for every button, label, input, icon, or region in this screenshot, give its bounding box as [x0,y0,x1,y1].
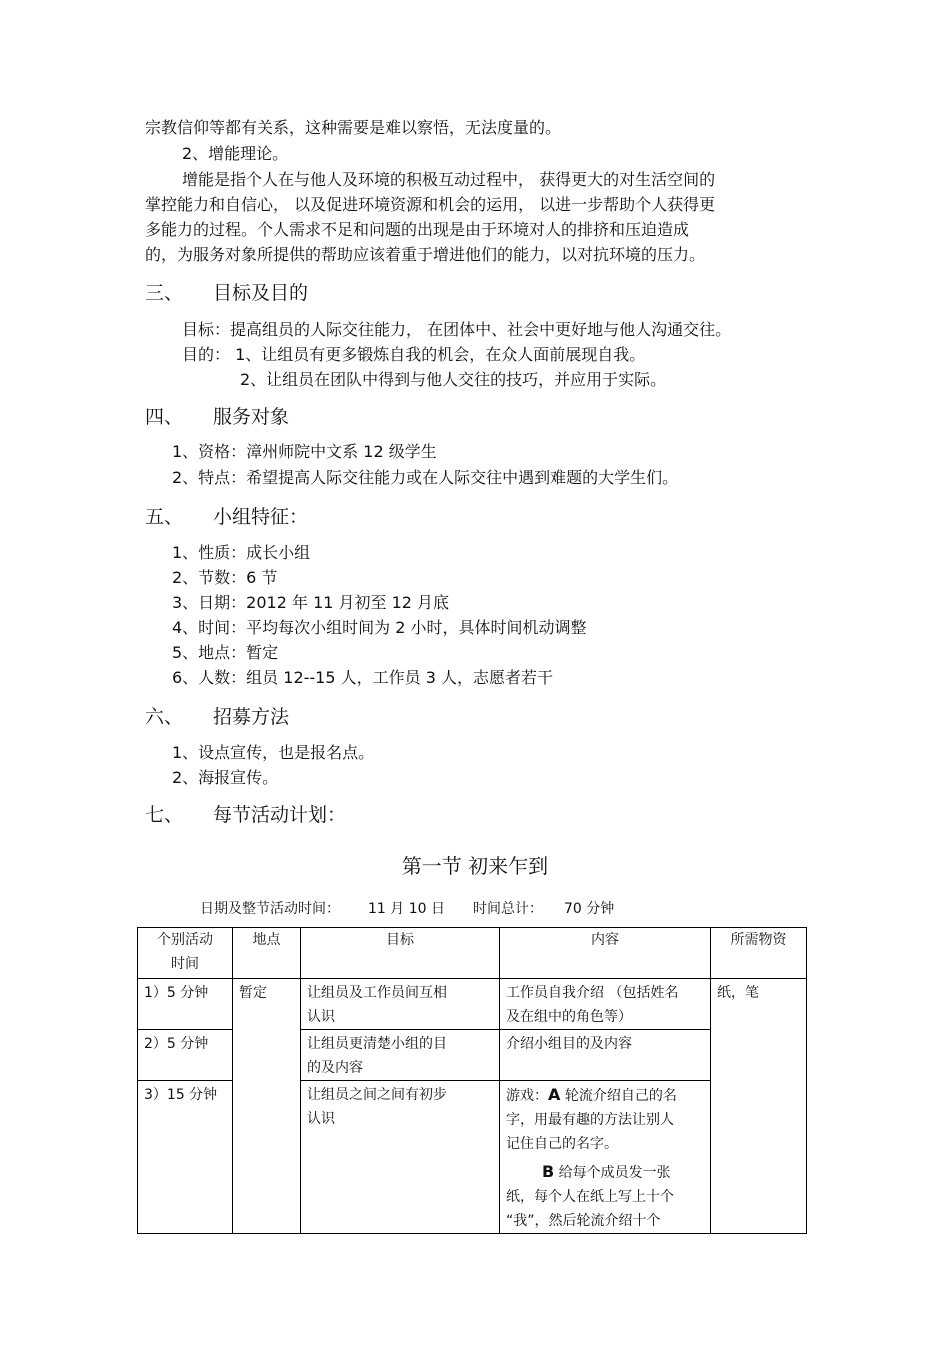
game-prefix: 游戏： [506,1088,548,1104]
content-line [506,1160,704,1185]
section-title: 服务对象 [213,406,290,428]
cell-time: 3）15 分钟 [138,1081,233,1234]
header-materials: 所需物资 [711,928,807,979]
header-time-line-2: 时间 [171,956,199,972]
goal-line: 让组员更清楚小组的目 [307,1036,447,1052]
content-line [506,1083,704,1108]
intro-line-1: 宗教信仰等都有关系，这种需要是难以察悟，无法度量的。 [145,118,562,137]
recruit-item: 2、海报宣传。 [172,768,279,787]
intro-para-line-3: 多能力的过程。个人需求不足和问题的出现是由于环境对人的排挤和压迫造成 [145,220,690,239]
activity-plan-table [137,927,807,1234]
cell-content [500,979,711,1030]
table-row [138,979,807,1030]
goal-line: 的及内容 [307,1060,363,1076]
intro-para-line-4: 的，为服务对象所提供的帮助应该着重于增进他们的能力，以对抗环境的压力。 [145,245,706,264]
section-number: 四、 [145,406,184,428]
game-b-text: 给每个成员发一张 [554,1165,671,1181]
game-letter-b: B [542,1162,555,1181]
feature-item: 2、节数：6 节 [172,568,278,587]
feature-item: 5、地点：暂定 [172,643,279,662]
content-line: 记住自己的名字。 [506,1136,618,1152]
cell-content [500,1081,711,1234]
feature-item: 4、时间：平均每次小组时间为 2 小时，具体时间机动调整 [172,618,587,637]
session-total-value: 70 分钟 [564,901,615,917]
goal-line: 让组员之间之间有初步 [307,1087,447,1103]
feature-item: 1、性质：成长小组 [172,543,311,562]
section-title: 每节活动计划： [213,804,347,826]
header-place: 地点 [233,928,301,979]
cell-place: 暂定 [233,979,301,1234]
section-number: 三、 [145,282,184,304]
section-title: 目标及目的 [213,282,309,304]
game-letter-a: A [548,1085,561,1104]
subsection-title-empowerment: 2、增能理论。 [182,144,289,163]
purpose-line-1: 目的： 1、让组员有更多锻炼自我的机会，在众人面前展现自我。 [182,345,646,364]
cell-materials: 纸，笔 [711,979,807,1234]
table-header-row [138,928,807,979]
intro-para-line-2: 掌控能力和自信心， 以及促进环境资源和机会的运用， 以进一步帮助个人获得更 [145,195,716,214]
cell-time: 2）5 分钟 [138,1030,233,1081]
content-line: 及在组中的角色等） [506,1009,632,1025]
session-date-value: 11 月 10 日 [368,901,445,917]
cell-content [500,1030,711,1081]
purpose-line-2: 2、让组员在团队中得到与他人交往的技巧，并应用于实际。 [240,370,667,389]
game-a-text: 轮流介绍自己的名 [560,1088,677,1104]
section-title: 招募方法 [213,706,290,728]
header-content: 内容 [500,928,711,979]
feature-item: 3、日期：2012 年 11 月初至 12 月底 [172,593,450,612]
header-goal: 目标 [301,928,500,979]
section-number: 五、 [145,506,184,528]
target-item: 2、特点：希望提高人际交往能力或在人际交往中遇到难题的大学生们。 [172,468,679,487]
content-line: “我”，然后轮流介绍十个 [506,1213,661,1229]
content-line: 工作员自我介绍 （包括姓名 [506,985,679,1001]
feature-item: 6、人数：组员 12--15 人，工作员 3 人，志愿者若干 [172,668,553,687]
section-number: 六、 [145,706,184,728]
cell-goal [301,979,500,1030]
content-line: 字，用最有趣的方法让别人 [506,1112,674,1128]
recruit-item: 1、设点宣传，也是报名点。 [172,743,375,762]
header-time [138,928,233,979]
goal-line: 认识 [307,1111,335,1127]
section-number: 七、 [145,804,184,826]
cell-goal [301,1030,500,1081]
goal-line: 认识 [307,1009,335,1025]
header-time-line-1: 个别活动 [157,932,213,948]
session-total-label: 时间总计： [473,901,543,917]
session-title: 第一节 初来乍到 [401,854,549,878]
content-line: 纸，每个人在纸上写上十个 [506,1189,674,1205]
goal-line: 让组员及工作员间互相 [307,985,447,1001]
target-item: 1、资格：漳州师院中文系 12 级学生 [172,442,437,461]
session-date-label: 日期及整节活动时间： [200,901,340,917]
cell-goal [301,1081,500,1234]
cell-time: 1）5 分钟 [138,979,233,1030]
intro-para-line-1: 增能是指个人在与他人及环境的积极互动过程中， 获得更大的对生活空间的 [182,170,716,189]
goal-text: 目标：提高组员的人际交往能力， 在团体中、社会中更好地与他人沟通交往。 [182,320,732,339]
section-title: 小组特征： [213,506,309,528]
content-line: 介绍小组目的及内容 [506,1036,632,1052]
